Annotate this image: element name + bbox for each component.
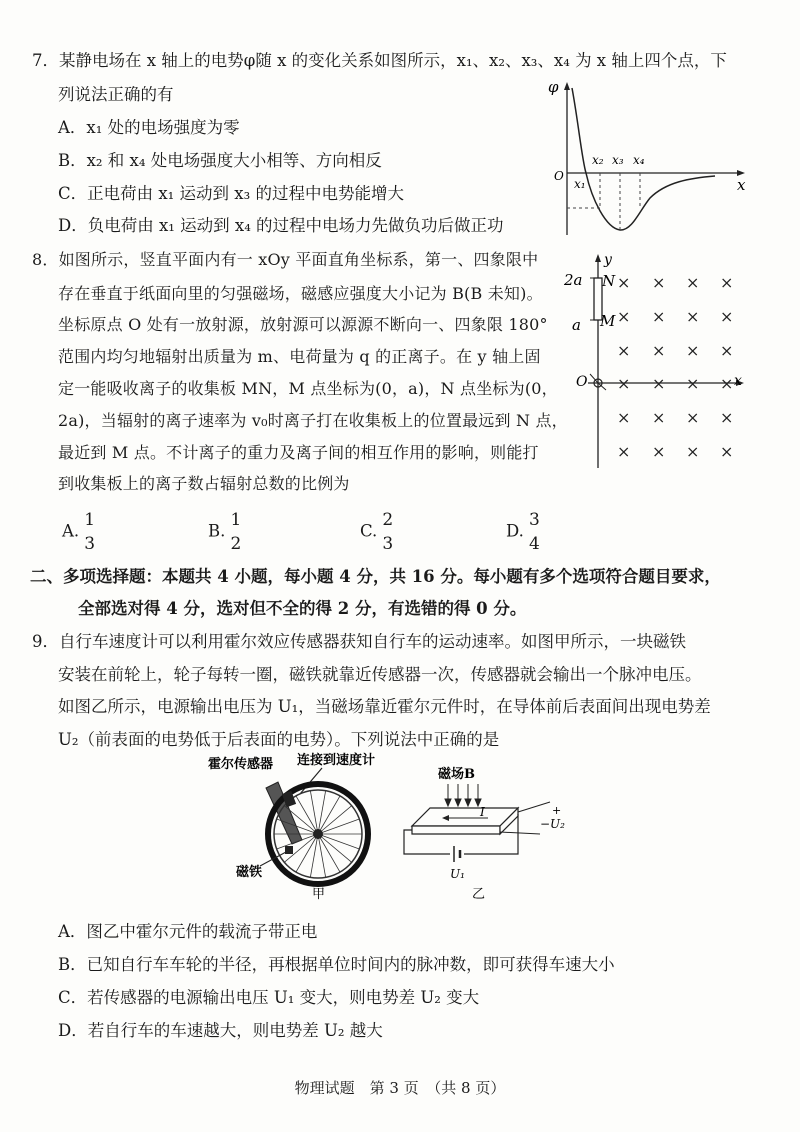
q8-label-2a: 2a	[564, 271, 583, 289]
q8-cross: ×	[686, 307, 700, 326]
q8-stem-line3: 坐标原点 O 处有一放射源，放射源可以源源不断向一、四象限 180°	[58, 315, 548, 334]
wheel-spoke	[318, 834, 352, 862]
q9-u1-label: U₁	[450, 867, 465, 881]
q8-option-b-fraction	[230, 508, 241, 556]
q7-stem-line2: 列说法正确的有	[58, 85, 174, 104]
q8-option-d-label: D.	[506, 521, 524, 541]
q8-cross: ×	[652, 408, 666, 427]
wheel-spoke	[318, 806, 352, 834]
q7-tick-x3: x₃	[612, 153, 624, 167]
q9-u2-plus: +	[552, 804, 562, 817]
q8-stem-line7: 最近到 M 点。不计离子的重力及离子间的相互作用的影响，则能打	[58, 443, 539, 462]
q9-field-label: 磁场B	[438, 767, 475, 782]
q8-stem-line5: 定一能吸收离子的收集板 MN，M 点坐标为(0，a)，N 点坐标为(0，	[58, 379, 558, 398]
q7-phi-label: φ	[548, 80, 559, 96]
q8-cross: ×	[720, 408, 734, 427]
q8-field-figure	[560, 250, 760, 472]
q7-stem-line1: 7．某静电场在 x 轴上的电势φ随 x 的变化关系如图所示，x₁、x₂、x₃、x₄ 为 x 轴上四个点，下	[32, 51, 727, 70]
q8-option-b-label: B.	[208, 521, 226, 541]
q9-sensor-label: 霍尔传感器	[208, 757, 274, 772]
q8-label-N: N	[602, 272, 616, 290]
q8-option-c-fraction	[382, 508, 393, 556]
q8-option-d-fraction	[529, 508, 540, 556]
q8-stem-line1: 8．如图所示，竖直平面内有一 xOy 平面直角坐标系，第一、四象限中	[32, 250, 539, 269]
q9-connect-label: 连接到速度计	[297, 753, 376, 768]
q8-cross: ×	[720, 273, 734, 292]
q9-caption-b: 乙	[472, 887, 486, 902]
q9-wheel-hub	[313, 829, 323, 839]
q9-option-a: A．图乙中霍尔元件的载流子带正电	[58, 922, 318, 941]
q9-figure-hall	[400, 762, 585, 902]
q9-u2-lead-top	[518, 802, 550, 812]
q8-cross: ×	[617, 374, 631, 393]
q8-cross: ×	[686, 374, 700, 393]
q8-cross: ×	[686, 273, 700, 292]
q8-option-a-label: A.	[62, 521, 80, 541]
q9-caption-a: 甲	[312, 887, 326, 902]
q9-figure-wheel	[200, 752, 390, 902]
q9-magnet-label: 磁铁	[236, 865, 263, 880]
q8-option-d-num: 3	[528, 510, 540, 530]
q7-option-a: A．x₁ 处的电场强度为零	[58, 118, 240, 137]
q7-tick-x2: x₂	[592, 153, 604, 167]
q8-cross: ×	[617, 442, 631, 461]
q8-x-label: x	[734, 373, 742, 389]
q9-stem-line2: 安装在前轮上，轮子每转一圈，磁铁就靠近传感器一次，传感器就会输出一个脉冲电压。	[58, 665, 702, 684]
q8-stem-line2: 存在垂直于纸面向里的匀强磁场，磁感应强度大小记为 B(B 未知)。	[58, 284, 543, 303]
q8-cross: ×	[686, 442, 700, 461]
q8-cross: ×	[720, 374, 734, 393]
page-footer: 物理试题 第 3 页 （共 8 页）	[294, 1079, 506, 1097]
q8-option-a-num: 1	[84, 510, 96, 530]
q8-option-a-fraction	[84, 508, 95, 556]
q8-y-label: y	[604, 252, 612, 268]
q8-cross: ×	[686, 408, 700, 427]
q8-option-c-den: 3	[382, 534, 394, 554]
q7-tick-x1: x₁	[574, 177, 586, 191]
wheel-spoke	[318, 819, 359, 834]
q7-potential-graph	[540, 80, 755, 240]
q9-option-d: D．若自行车的车速越大，则电势差 U₂ 越大	[58, 1021, 383, 1040]
q8-option-d-den: 4	[528, 534, 540, 554]
q8-stem-line6: 2a)，当辐射的离子速率为 v₀时离子打在收集板上的位置最远到 N 点，	[58, 411, 568, 430]
q8-y-arrow	[595, 254, 601, 262]
q9-option-b: B．已知自行车车轮的半径，再根据单位时间内的脉冲数，即可获得车速大小	[58, 955, 615, 974]
q8-cross: ×	[652, 442, 666, 461]
q8-origin: O	[576, 374, 588, 390]
q8-cross: ×	[652, 374, 666, 393]
q8-stem-line4: 范围内均匀地辐射出质量为 m、电荷量为 q 的正离子。在 y 轴上固	[58, 347, 541, 366]
q8-option-a-den: 3	[84, 534, 96, 554]
q9-u2-minus: −	[540, 817, 551, 831]
q8-field-crosses	[617, 273, 733, 461]
q8-cross: ×	[617, 341, 631, 360]
q9-u2-lead-bottom	[500, 832, 540, 834]
q8-option-c-num: 2	[382, 510, 394, 530]
q7-origin: O	[554, 169, 564, 183]
q9-current-label: I	[480, 805, 485, 819]
q8-option-d	[506, 508, 540, 556]
q8-cross: ×	[617, 307, 631, 326]
q8-option-b-den: 2	[230, 534, 242, 554]
q9-stem-line3: 如图乙所示，电源输出电压为 U₁，当磁场靠近霍尔元件时，在导体前后表面间出现电势差	[58, 697, 711, 716]
q7-tick-x4: x₄	[633, 153, 645, 167]
q8-cross: ×	[652, 307, 666, 326]
q8-label-a: a	[572, 316, 581, 334]
q8-option-b-num: 1	[230, 510, 242, 530]
q8-cross: ×	[720, 442, 734, 461]
section2-heading-line1: 二、多项选择题：本题共 4 小题，每小题 4 分，共 16 分。每小题有多个选项符合题目要求，	[30, 567, 721, 586]
q8-cross: ×	[720, 307, 734, 326]
q8-option-c-label: C.	[360, 521, 378, 541]
q8-cross: ×	[686, 341, 700, 360]
q8-option-c	[360, 508, 393, 556]
q9-u2-label: U₂	[550, 817, 565, 831]
q7-option-b: B．x₂ 和 x₄ 处电场强度大小相等、方向相反	[58, 151, 382, 170]
q8-stem-line8: 到收集板上的离子数占辐射总数的比例为	[58, 474, 350, 493]
q9-stem-line1: 9．自行车速度计可以利用霍尔效应传感器获知自行车的运动速率。如图甲所示，一块磁铁	[32, 632, 686, 651]
q7-y-arrow	[564, 82, 570, 90]
q9-magnet	[285, 846, 293, 854]
q9-field-arrows	[445, 784, 481, 806]
q8-option-b	[208, 508, 241, 556]
q8-cross: ×	[617, 273, 631, 292]
q8-cross: ×	[720, 341, 734, 360]
q8-cross: ×	[652, 273, 666, 292]
q7-option-d: D．负电荷由 x₁ 运动到 x₄ 的过程中电场力先做负功后做正功	[58, 216, 504, 235]
q9-hall-slab-front	[412, 826, 500, 834]
q8-label-M: M	[600, 312, 616, 330]
q8-cross: ×	[617, 408, 631, 427]
q7-x-label: x	[737, 176, 746, 194]
q9-stem-line4: U₂（前表面的电势低于后表面的电势）。下列说法中正确的是	[58, 730, 500, 749]
q7-option-c: C．正电荷由 x₁ 运动到 x₃ 的过程中电势能增大	[58, 184, 404, 203]
q9-option-c: C．若传感器的电源输出电压 U₁ 变大，则电势差 U₂ 变大	[58, 988, 480, 1007]
q8-cross: ×	[652, 341, 666, 360]
q8-option-a	[62, 508, 95, 556]
wheel-spoke	[318, 834, 359, 849]
section2-heading-line2: 全部选对得 4 分，选对但不全的得 2 分，有选错的得 0 分。	[78, 599, 527, 618]
